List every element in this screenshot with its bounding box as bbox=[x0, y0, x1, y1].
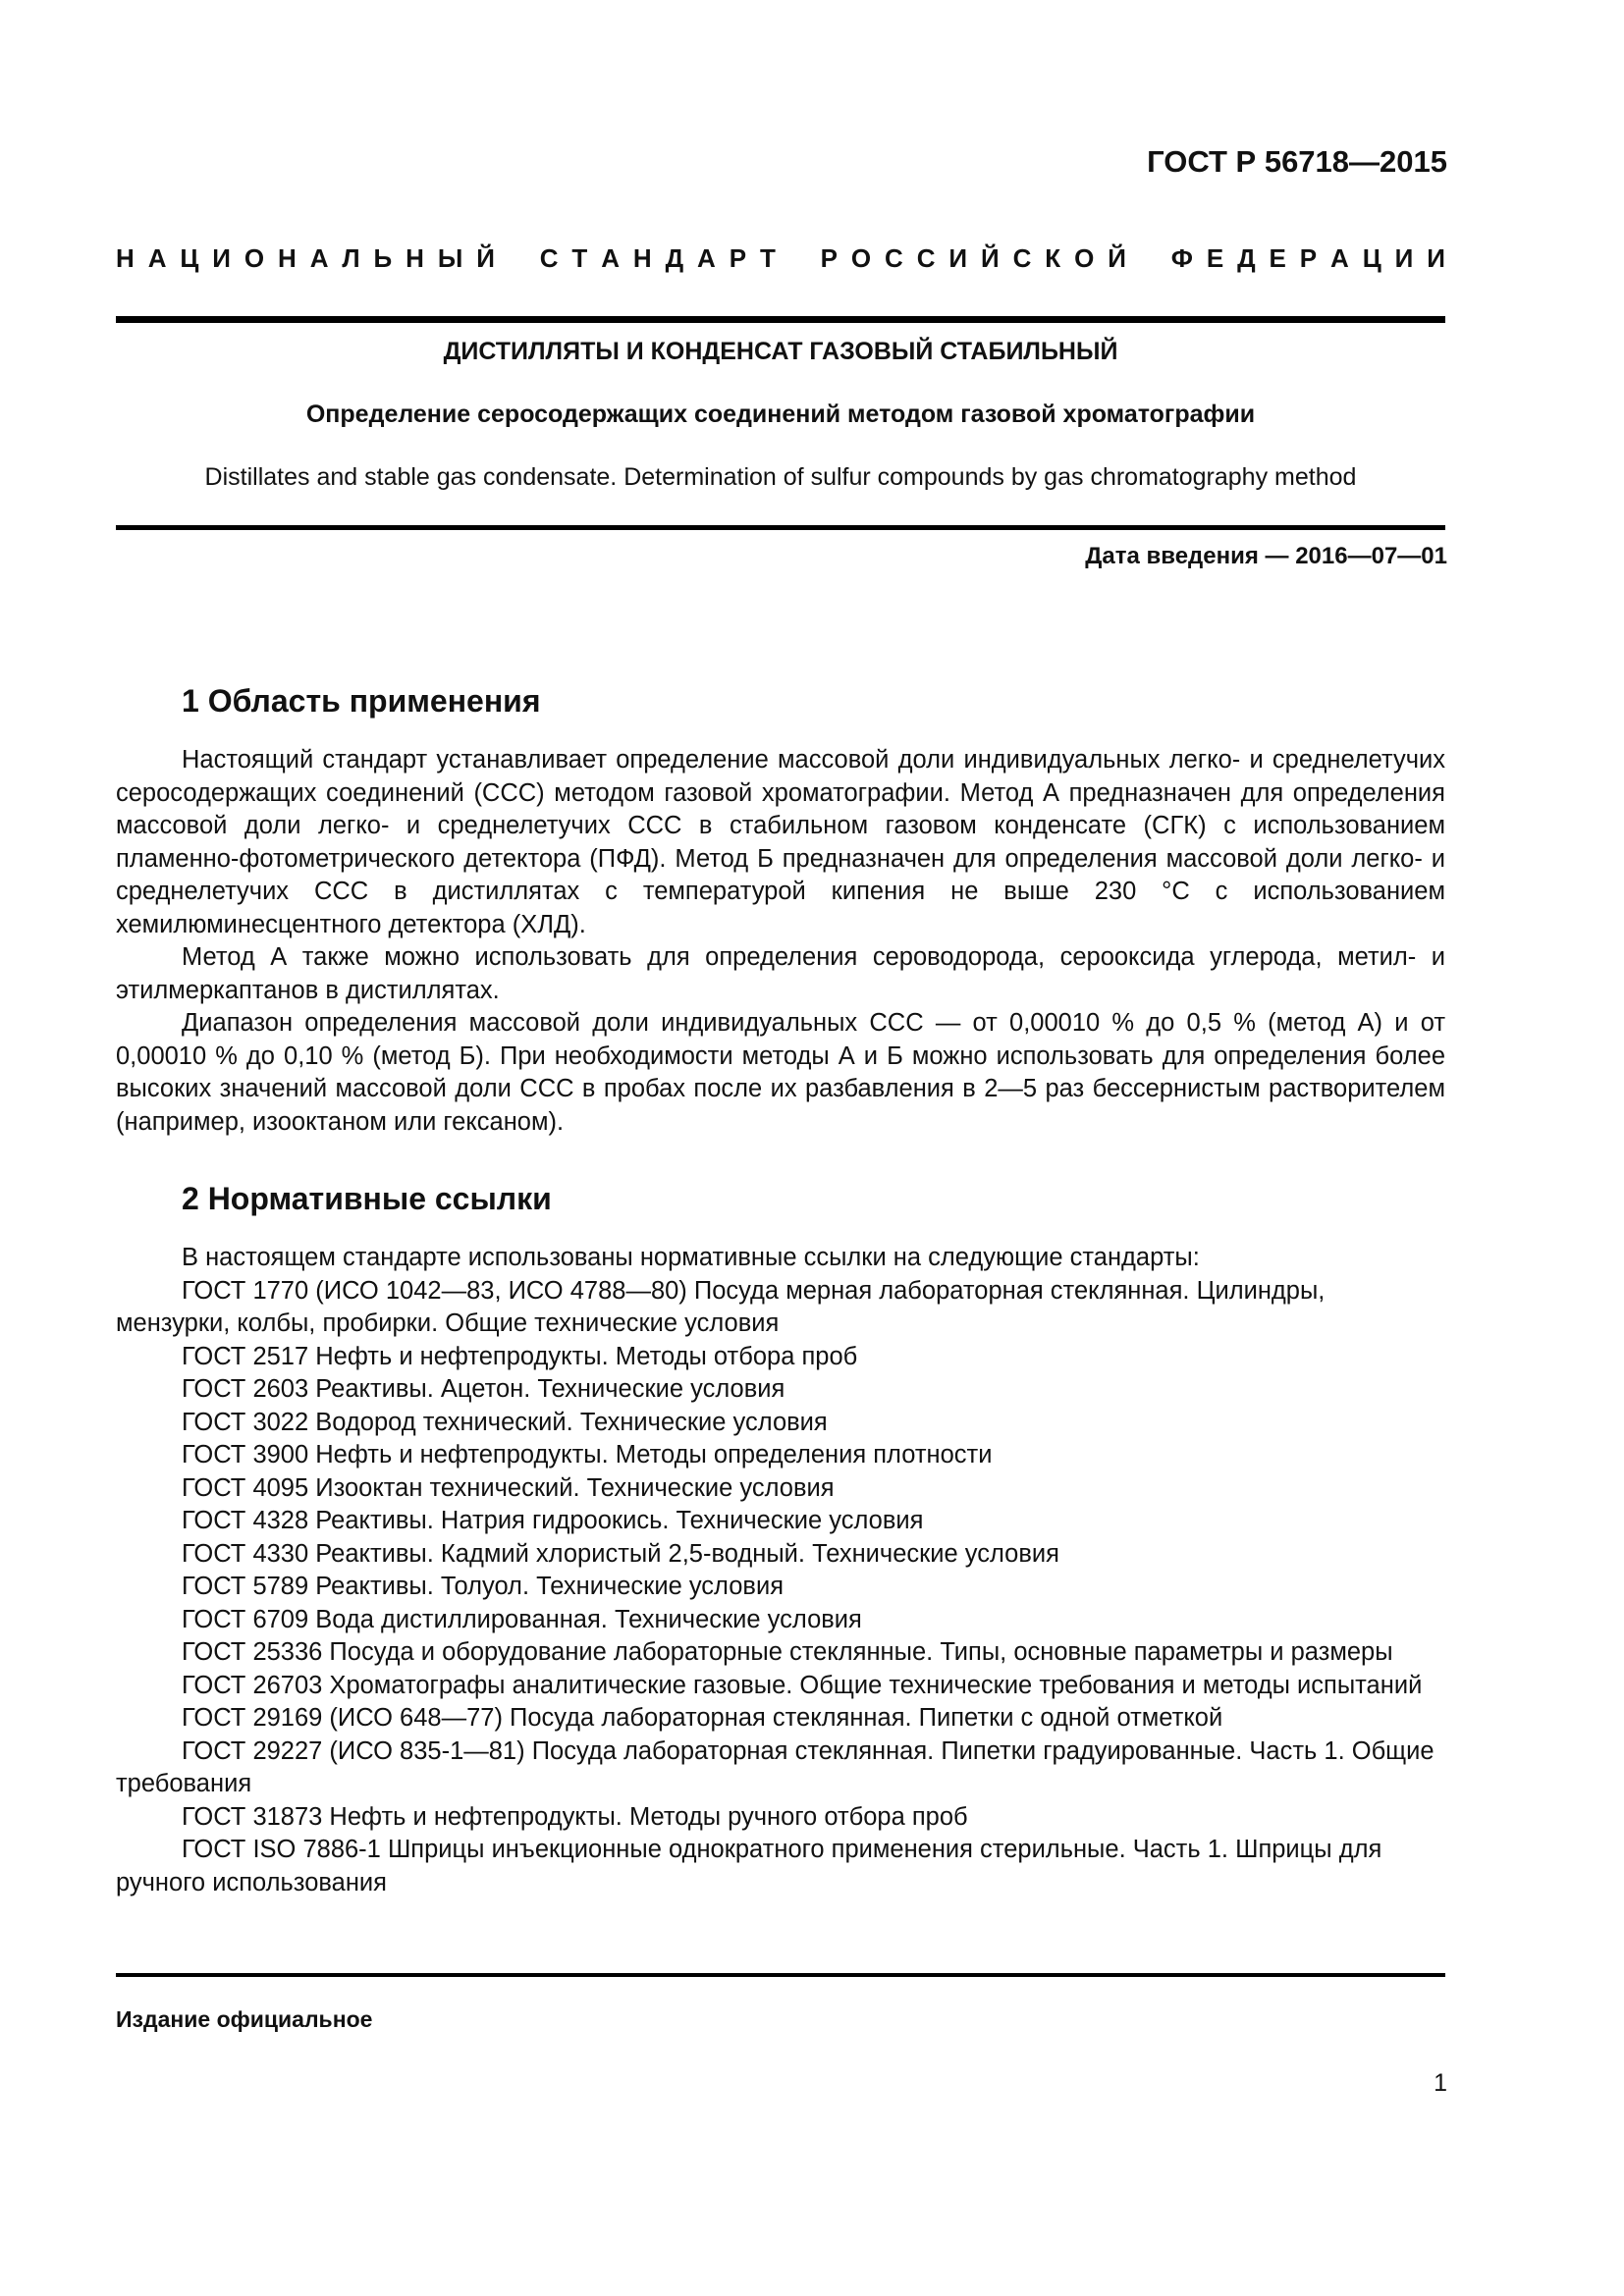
section-1-heading: 1 Область применения bbox=[182, 683, 541, 719]
reference-item: ГОСТ 3022 Водород технический. Технические условия bbox=[182, 1408, 828, 1436]
banner-letter: С bbox=[1012, 243, 1032, 273]
banner-letter: О bbox=[244, 243, 265, 273]
banner-letter: Т bbox=[571, 243, 588, 273]
reference-item: ГОСТ 4330 Реактивы. Кадмий хлористый 2,5-водный. Технические условия bbox=[182, 1539, 1059, 1568]
introduction-date: Дата введения — 2016—07—01 bbox=[1085, 543, 1447, 569]
banner-letter: К bbox=[1045, 243, 1061, 273]
national-standard-banner bbox=[116, 243, 1445, 274]
banner-letter: Д bbox=[665, 243, 684, 273]
reference-item: ГОСТ 26703 Хроматографы аналитические газовые. Общие технические требования и методы испытаний bbox=[182, 1671, 1423, 1699]
reference-item: ГОСТ 31873 Нефть и нефтепродукты. Методы ручного отбора проб bbox=[182, 1802, 968, 1831]
banner-letter: Р bbox=[1299, 243, 1318, 273]
top-thick-rule bbox=[116, 316, 1445, 323]
banner-letter: И bbox=[948, 243, 968, 273]
banner-letter: А bbox=[1330, 243, 1349, 273]
banner-letter: Р bbox=[820, 243, 838, 273]
title-bottom-rule bbox=[116, 525, 1445, 530]
banner-letter: Ь bbox=[373, 243, 393, 273]
reference-item: ГОСТ 2603 Реактивы. Ацетон. Технические условия bbox=[182, 1375, 785, 1403]
banner-letter: Е bbox=[1269, 243, 1286, 273]
reference-item: ГОСТ 3900 Нефть и нефтепродукты. Методы определения плотности bbox=[182, 1441, 993, 1468]
banner-letter: Ц bbox=[1362, 243, 1381, 273]
reference-item: ГОСТ 25336 Посуда и оборудование лабораторные стеклянные. Типы, основные параметры и размеры bbox=[182, 1638, 1393, 1666]
reference-item: ГОСТ 5789 Реактивы. Толуол. Технические условия bbox=[182, 1573, 784, 1600]
banner-letter: Ц bbox=[180, 243, 199, 273]
document-title: ДИСТИЛЛЯТЫ И КОНДЕНСАТ ГАЗОВЫЙ СТАБИЛЬНЫЙ bbox=[443, 338, 1118, 365]
banner-letter: Д bbox=[1237, 243, 1256, 273]
banner-letter: Й bbox=[476, 243, 495, 273]
banner-letter: А bbox=[601, 243, 620, 273]
banner-letter: Н bbox=[278, 243, 297, 273]
section-1-body bbox=[116, 744, 1445, 1139]
reference-item: ГОСТ 6709 Вода дистиллированная. Технические условия bbox=[182, 1605, 862, 1633]
official-edition-note: Издание официальное bbox=[116, 2006, 373, 2032]
banner-letter: Ф bbox=[1170, 243, 1193, 273]
banner-space bbox=[1140, 243, 1158, 274]
banner-letter: Е bbox=[1206, 243, 1224, 273]
reference-item: ГОСТ 4095 Изооктан технический. Технические условия bbox=[182, 1473, 835, 1502]
page-number: 1 bbox=[1434, 2069, 1447, 2097]
paragraph: Настоящий стандарт устанавливает определение массовой доли индивидуальных легко- и среднелетучих серосодержащих соединений (ССС) методом газовой хроматографии. Метод А предназначен для определения массовой доли легко- и среднелетучих ССС в стабильном газовом конденсате (СГК) с использованием пламенно-фотометрического детектора (ПФД). Метод Б предназначен для определения массовой доли легко- и среднелетучих ССС в дистиллятах с температурой кипения не выше 230 °С с использованием хемилюминесцентного детектора (ХЛД). bbox=[116, 746, 1445, 938]
banner-letter: О bbox=[1074, 243, 1095, 273]
banner-letter: С bbox=[916, 243, 936, 273]
banner-letter: А bbox=[697, 243, 716, 273]
banner-letter: Н bbox=[116, 243, 135, 273]
banner-letter: Н bbox=[406, 243, 424, 273]
section-2-heading: 2 Нормативные ссылки bbox=[182, 1181, 552, 1216]
banner-letter: Р bbox=[729, 243, 747, 273]
banner-letter: А bbox=[309, 243, 329, 273]
banner-letter: Ы bbox=[437, 243, 463, 273]
banner-letter: Т bbox=[759, 243, 776, 273]
banner-letter: О bbox=[850, 243, 872, 273]
reference-item: ГОСТ 4328 Реактивы. Натрия гидроокись. Технические условия bbox=[182, 1507, 924, 1534]
reference-item: ГОСТ 29169 (ИСО 648—77) Посуда лабораторная стеклянная. Пипетки с одной отметкой bbox=[182, 1704, 1223, 1732]
banner-letter: Н bbox=[632, 243, 652, 273]
banner-letter: И bbox=[1394, 243, 1414, 273]
banner-letter: Й bbox=[1108, 243, 1126, 273]
section-2-intro: В настоящем стандарте использованы нормативные ссылки на следующие стандарты: bbox=[182, 1244, 1200, 1271]
banner-letter: Л bbox=[342, 243, 360, 273]
normative-references-list bbox=[116, 1275, 1445, 1900]
reference-item: ГОСТ 1770 (ИСО 1042—83, ИСО 4788—80) Посуда мерная лабораторная стеклянная. Цилиндры, мензурки, колбы, пробирки. Общие технические условия bbox=[116, 1276, 1326, 1337]
banner-letter: Й bbox=[981, 243, 1000, 273]
reference-item: ГОСТ ISO 7886-1 Шприцы инъекционные однократного применения стерильные. Часть 1. Шприцы для ручного использования bbox=[116, 1836, 1382, 1896]
section-2-body bbox=[116, 1242, 1445, 1899]
footer-rule bbox=[116, 1973, 1445, 1977]
banner-space bbox=[509, 243, 526, 274]
banner-letter: И bbox=[1427, 243, 1445, 273]
banner-letter: И bbox=[212, 243, 231, 273]
document-subtitle: Определение серосодержащих соединений методом газовой хроматографии bbox=[305, 400, 1256, 428]
english-title: Distillates and stable gas condensate. Determination of sulfur compounds by gas chromatography method bbox=[204, 463, 1357, 491]
banner-letter: С bbox=[885, 243, 903, 273]
paragraph: Метод А также можно использовать для определения сероводорода, серооксида углерода, метил- и этилмеркаптанов в дистиллятах. bbox=[116, 943, 1445, 1004]
reference-item: ГОСТ 2517 Нефть и нефтепродукты. Методы отбора проб bbox=[182, 1342, 858, 1370]
banner-letter: А bbox=[147, 243, 167, 273]
reference-item: ГОСТ 29227 (ИСО 835-1—81) Посуда лабораторная стеклянная. Пипетки градуированные. Часть 1. Общие требования bbox=[116, 1736, 1435, 1797]
paragraph: Диапазон определения массовой доли индивидуальных ССС — от 0,00010 % до 0,5 % (метод А) и от 0,00010 % до 0,10 % (метод Б). При необходимости методы А и Б можно использовать для определения более высоких значений массовой доли ССС в пробах после их разбавления в 2—5 раз бессернистым растворителем (например, изооктаном или гексаном). bbox=[116, 1009, 1445, 1136]
standard-code: ГОСТ Р 56718—2015 bbox=[1147, 144, 1447, 179]
banner-letter: С bbox=[539, 243, 559, 273]
banner-space bbox=[789, 243, 807, 274]
